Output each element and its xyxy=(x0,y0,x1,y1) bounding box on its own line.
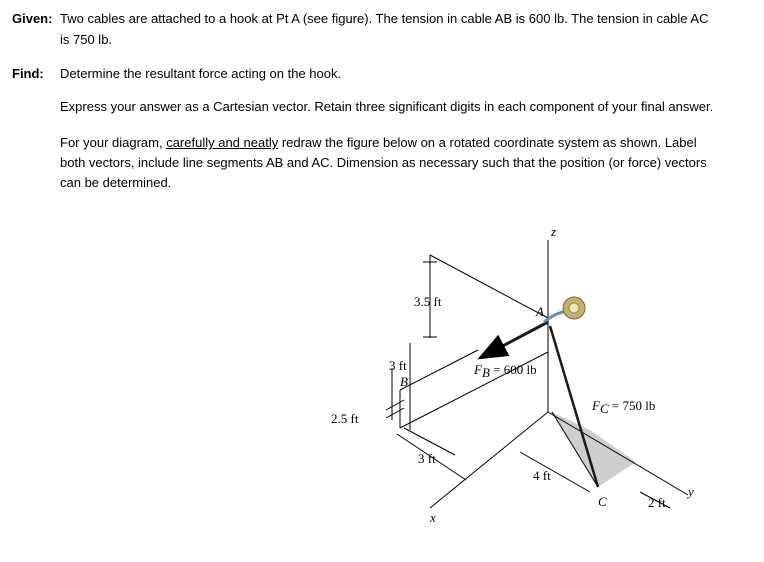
find-line-3-underlined: carefully and neatly xyxy=(166,135,279,150)
cable-ac xyxy=(550,326,598,487)
dim-2-label: 2 ft xyxy=(648,495,666,510)
find-line-3-pre: For your diagram, xyxy=(60,135,167,150)
b-hatch-2 xyxy=(386,408,404,418)
hook-eye-inner xyxy=(569,303,579,313)
fb-value: = 600 lb xyxy=(489,362,537,377)
find-label: Find: xyxy=(12,66,44,81)
cable-ab-arrow xyxy=(480,322,548,358)
fc-value: = 750 lb xyxy=(608,398,656,413)
fc-letter: F xyxy=(592,398,600,413)
point-c-label: C xyxy=(598,494,607,509)
dim-25-label: 2.5 ft xyxy=(331,411,359,426)
dim-4-label: 4 ft xyxy=(533,468,551,483)
b-hatch-1 xyxy=(386,400,404,410)
point-b-label: B xyxy=(400,374,408,389)
find-line-5: can be determined. xyxy=(60,175,172,190)
x-axis-line xyxy=(430,412,548,508)
dim-35-label: 3.5 ft xyxy=(414,294,442,309)
axis-z-label: z xyxy=(551,224,557,239)
dim-4-line xyxy=(520,452,590,492)
fb-subscript: B xyxy=(481,365,490,380)
fc-subscript: C xyxy=(599,401,609,416)
given-label: Given: xyxy=(12,11,53,26)
fb-letter: F xyxy=(474,362,482,377)
find-line-2: Express your answer as a Cartesian vector. Retain three significant digits in each component of your final answer. xyxy=(60,99,714,114)
dim-3-bottom-label: 3 ft xyxy=(418,451,436,466)
dim-3-top-label: 3 ft xyxy=(389,358,407,373)
axis-x-label: x xyxy=(430,510,436,525)
find-line-3-post: redraw the figure below on a rotated coordinate system as shown. Label xyxy=(278,135,697,150)
b-top-line xyxy=(400,350,478,390)
point-a-label: A xyxy=(536,304,544,319)
axis-y-label: y xyxy=(688,484,694,499)
find-line-4: both vectors, include line segments AB and AC. Dimension as necessary such that the position (or force) vectors xyxy=(60,155,707,170)
given-line-1: Two cables are attached to a hook at Pt A (see figure). The tension in cable AB is 600 lb. The tension in cable AC xyxy=(60,11,709,26)
fc-label xyxy=(591,398,655,416)
wall-top-edge xyxy=(430,255,548,318)
find-line-1: Determine the resultant force acting on the hook. xyxy=(60,66,342,81)
y-axis-line xyxy=(548,412,688,495)
fb-label xyxy=(473,362,537,380)
given-line-2: is 750 lb. xyxy=(60,32,113,47)
